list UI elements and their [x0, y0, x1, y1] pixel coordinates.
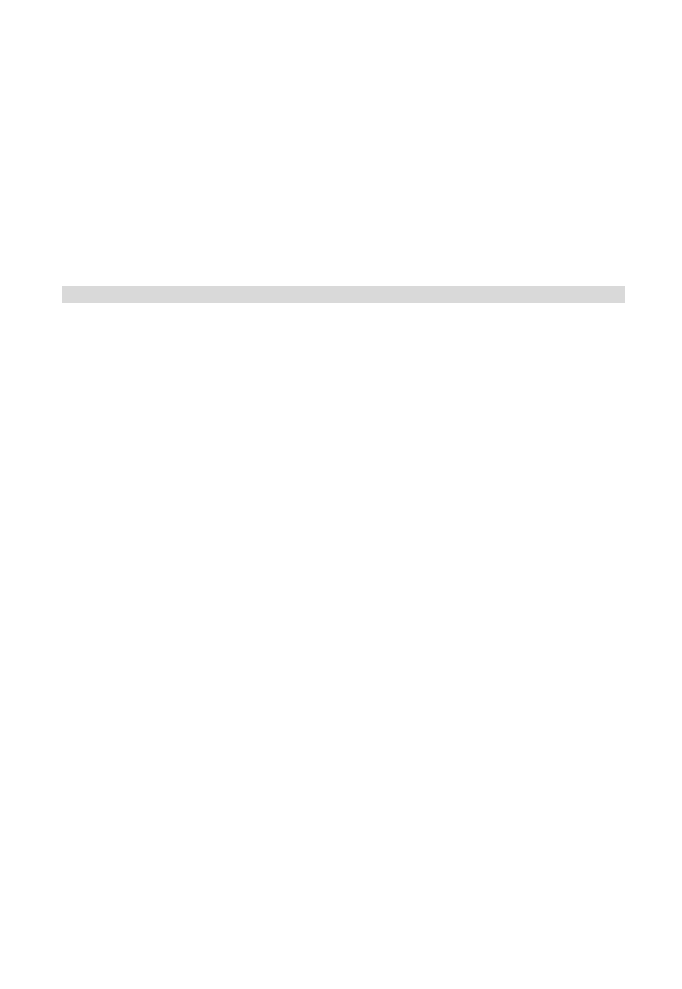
section-heading-shading [62, 286, 625, 303]
